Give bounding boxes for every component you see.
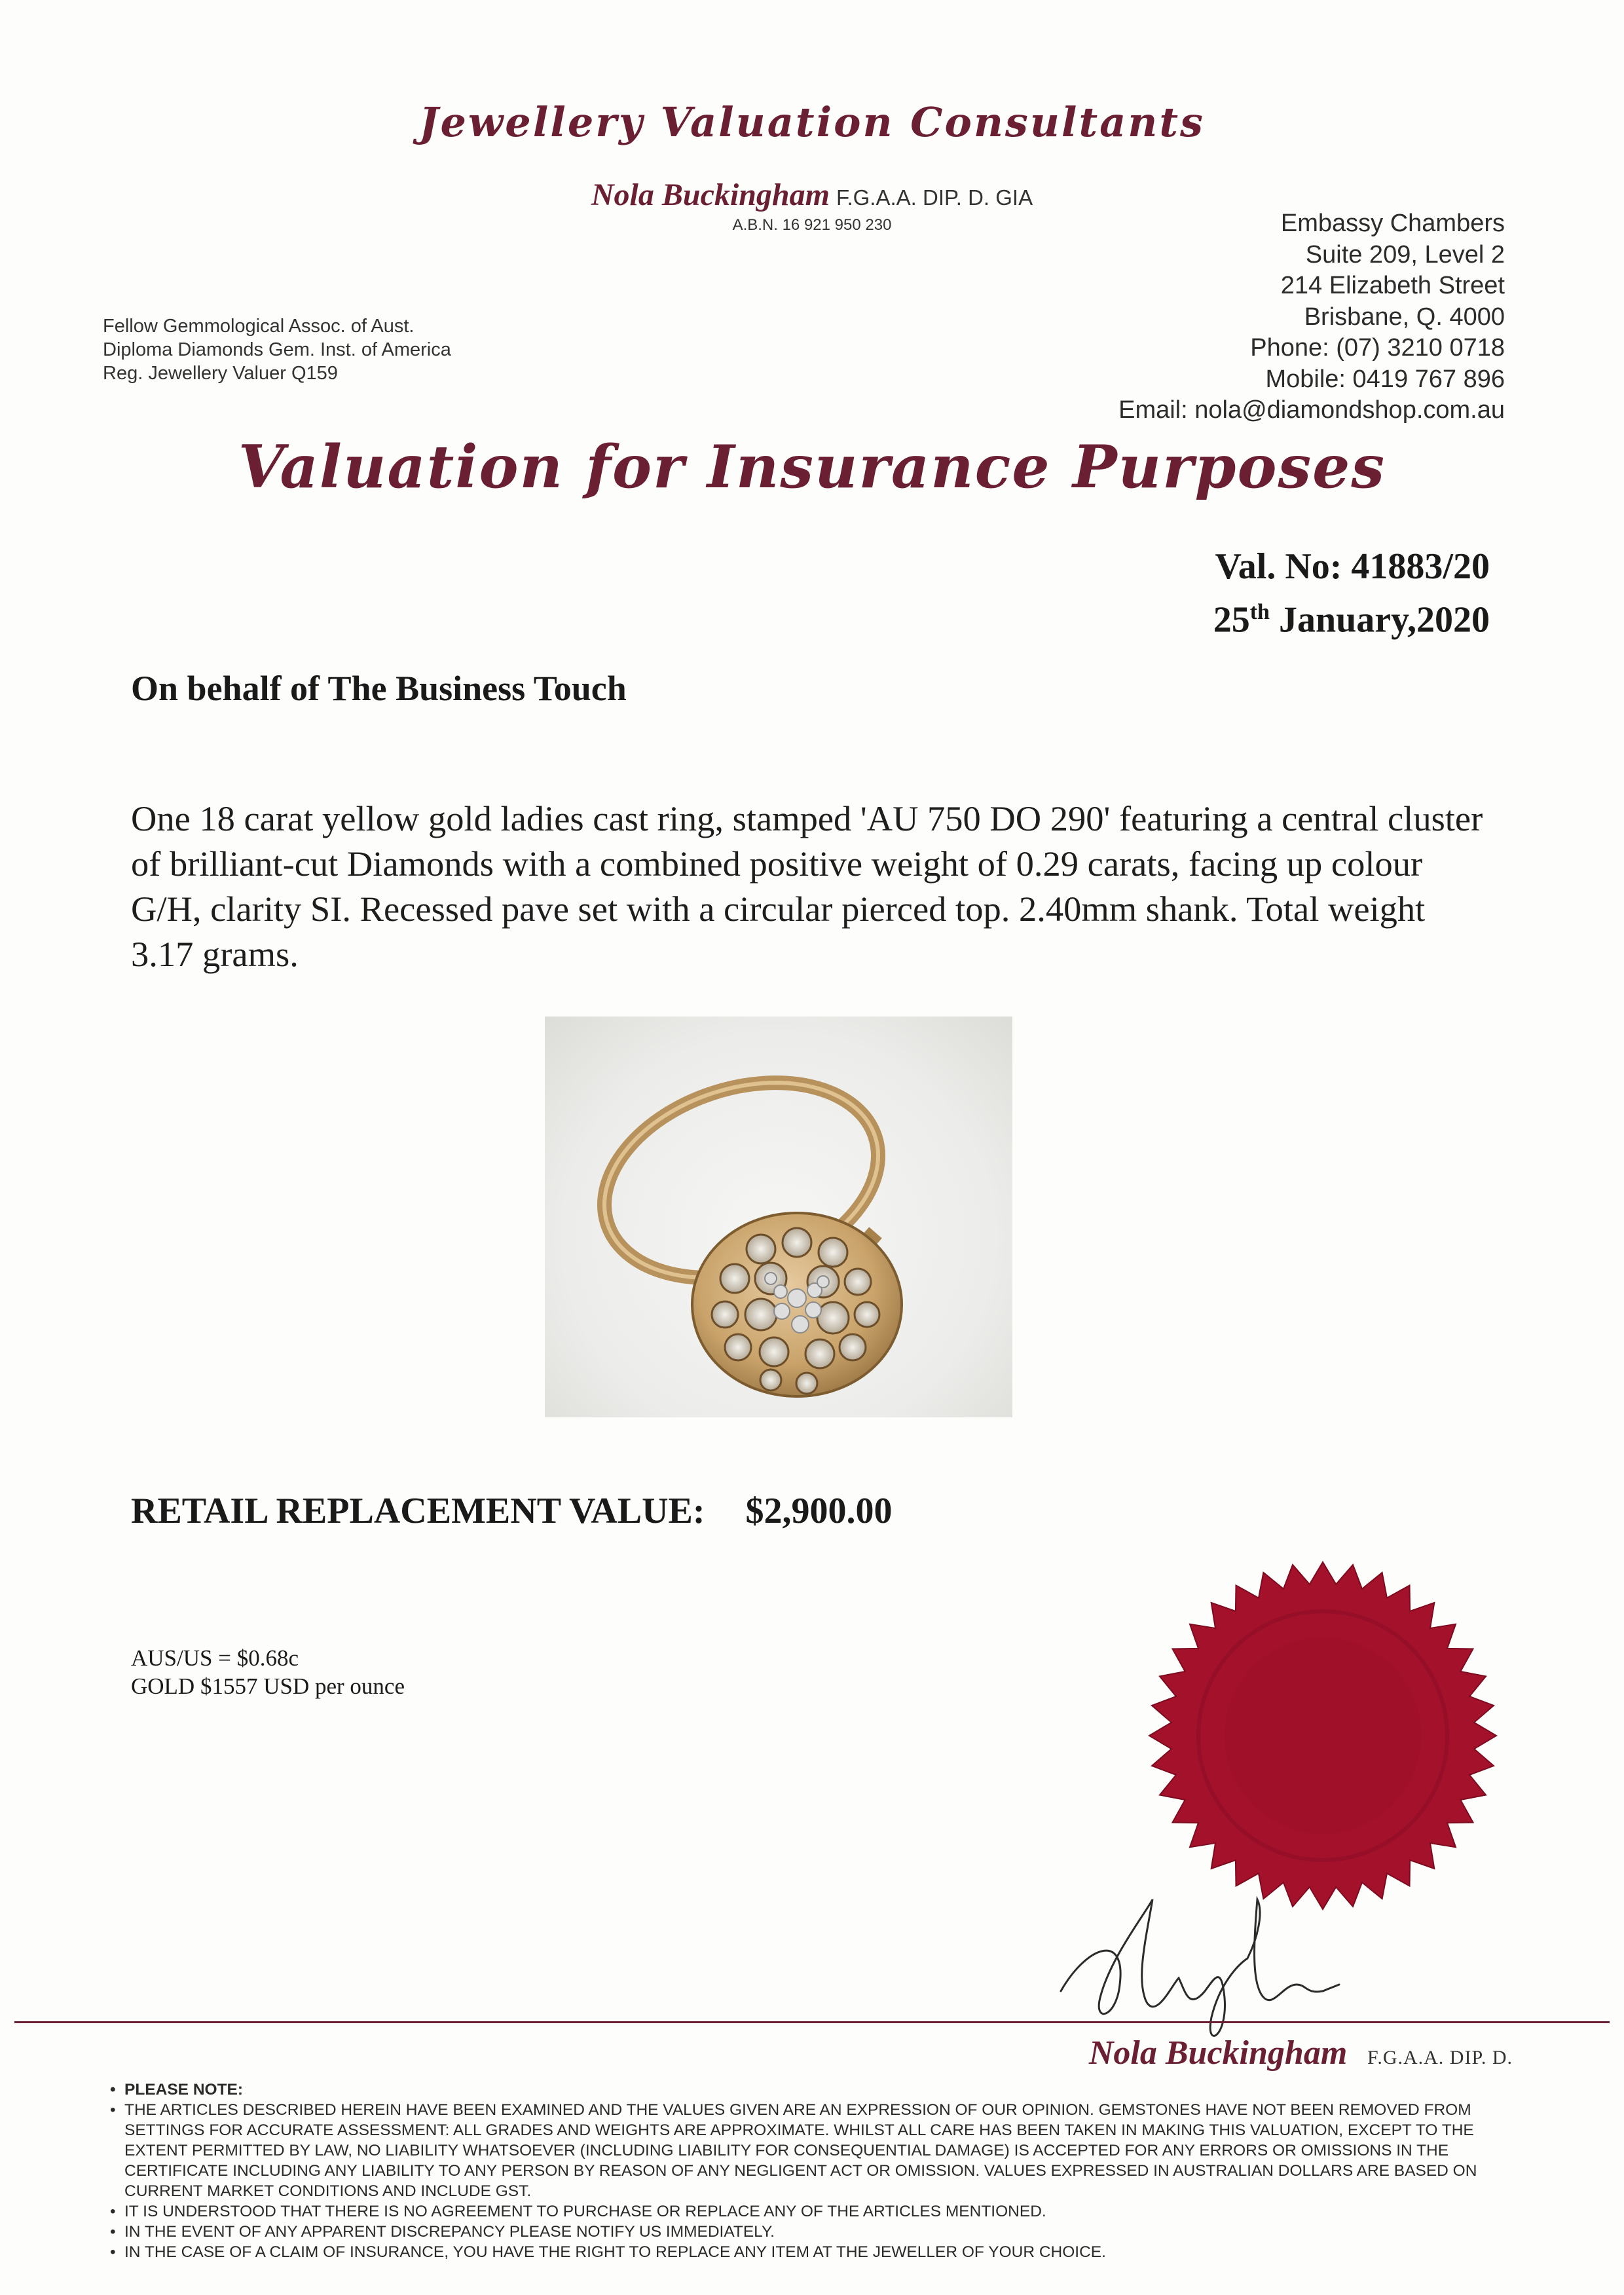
valuation-reference: [1213, 544, 1490, 643]
signature-block: [1089, 2034, 1513, 2072]
note-item: • THE ARTICLES DESCRIBED HEREIN HAVE BEEN EXAMINED AND THE VALUES GIVEN ARE AN EXPRESSION OF OUR OPINION. GEMSTONES HAVE NOT BEEN REMOVED FROM SETTINGS FOR ACCURATE ASSESSMENT: ALL GRADES AND WEIGHTS ARE APPROXIMATE. WHILST ALL CARE HAS BEEN TAKEN IN MAKING THIS VALUATION, EXCEPT TO THE EXTENT PERMITTED BY LAW, NO LIABILITY WHATSOEVER (INCLUDING LIABILITY FOR CONSEQUENTIAL DAMAGE) IS ACCEPTED FOR ANY ERRORS OR OMISSIONS IN THE CERTIFICATE INCLUDING ANY LIABILITY TO ANY PERSON BY REASON OF ANY NEGLIGENT ACT OR OMISSION. VALUES EXPRESSED IN AUSTRALIAN DOLLARS ARE BASED ON CURRENT MARKET CONDITIONS AND INCLUDE GST.: [110, 2100, 1518, 2201]
signatory-name: Nola Buckingham: [1088, 2034, 1348, 2072]
valuer-line: [0, 177, 1624, 213]
date-rest: January,2020: [1269, 599, 1490, 641]
firm-name: Jewellery Valuation Consultants: [419, 98, 1205, 146]
exchange-rates: [131, 1644, 405, 1700]
ring-photo: [545, 1017, 1012, 1417]
wax-seal-icon: [1146, 1559, 1500, 1912]
disclaimer-notes: [110, 2080, 1518, 2262]
item-description: One 18 carat yellow gold ladies cast ring, stamped 'AU 750 DO 290' featuring a central cluster of brilliant-cut Diamonds with a combined positive weight of 0.29 carats, facing up colour G/H, clarity SI. Recessed pave set with a circular pierced top. 2.40mm shank. Total weight 3.17 grams.: [131, 798, 1483, 974]
valuer-quals: F.G.A.A. DIP. D. GIA: [836, 185, 1033, 210]
retail-replacement-value: [131, 1490, 893, 1532]
valuer-name: Nola Buckingham: [591, 177, 830, 212]
credential-line: Fellow Gemmological Assoc. of Aust.: [103, 316, 415, 337]
ring-illustration: [545, 1017, 1012, 1417]
currency-rate: AUS/US = $0.68c: [131, 1645, 299, 1671]
document-title: Valuation for Insurance Purposes: [238, 432, 1386, 502]
address-line: Brisbane, Q. 4000: [1304, 303, 1505, 331]
note-item: • IT IS UNDERSTOOD THAT THERE IS NO AGREEMENT TO PURCHASE OR REPLACE ANY OF THE ARTICLES MENTIONED.: [110, 2201, 1518, 2222]
signature-rule: [14, 2021, 1610, 2023]
business-address: [1118, 208, 1505, 426]
address-line: Embassy Chambers: [1280, 210, 1505, 237]
email-line: Email: nola@diamondshop.com.au: [1118, 396, 1505, 424]
retail-label: RETAIL REPLACEMENT VALUE:: [131, 1491, 705, 1531]
gold-price: GOLD $1557 USD per ounce: [131, 1673, 405, 1699]
credential-line: Diploma Diamonds Gem. Inst. of America: [103, 339, 451, 360]
credentials: [103, 314, 451, 385]
valuation-number: Val. No: 41883/20: [1215, 546, 1490, 587]
note-item: • IN THE CASE OF A CLAIM OF INSURANCE, YOU HAVE THE RIGHT TO REPLACE ANY ITEM AT THE JEWELLER OF YOUR CHOICE.: [110, 2242, 1518, 2262]
retail-amount: $2,900.00: [745, 1491, 893, 1531]
signature-graphic: [1048, 1886, 1349, 2057]
signature-mark: [1048, 1886, 1349, 2057]
seal-graphic: [1146, 1559, 1500, 1912]
date-day: 25: [1213, 599, 1250, 641]
abn-number: A.B.N. 16 921 950 230: [732, 216, 892, 234]
valuation-date: [1213, 589, 1490, 643]
address-line: 214 Elizabeth Street: [1280, 272, 1505, 299]
credential-line: Reg. Jewellery Valuer Q159: [103, 363, 338, 384]
notes-heading: • PLEASE NOTE:: [110, 2080, 1518, 2100]
address-line: Suite 209, Level 2: [1305, 240, 1505, 269]
date-suffix: th: [1249, 600, 1270, 624]
signatory-quals: F.G.A.A. DIP. D.: [1367, 2047, 1513, 2068]
phone-line: Phone: (07) 3210 0718: [1250, 334, 1505, 362]
client-line: On behalf of The Business Touch: [131, 669, 627, 708]
mobile-line: Mobile: 0419 767 896: [1265, 365, 1505, 393]
note-item: • IN THE EVENT OF ANY APPARENT DISCREPANCY PLEASE NOTIFY US IMMEDIATELY.: [110, 2222, 1518, 2242]
